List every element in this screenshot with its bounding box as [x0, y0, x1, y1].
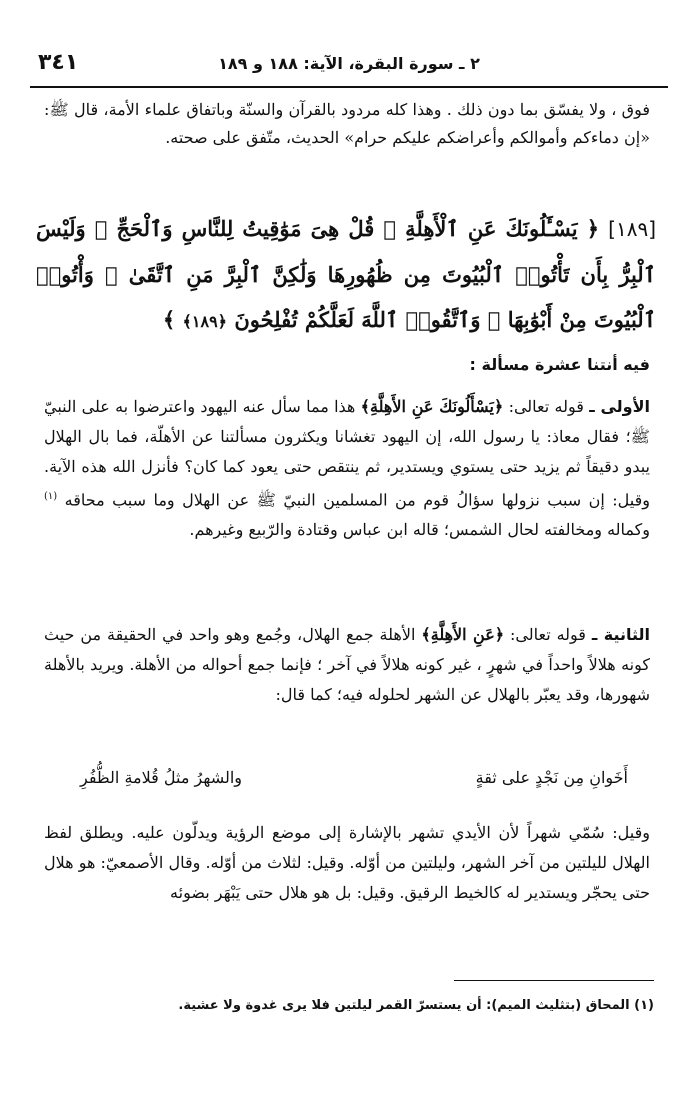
- running-title: ٢ ـ سورة البقرة، الآية: ١٨٨ و ١٨٩: [218, 54, 480, 73]
- poetry-verse: [80, 768, 628, 804]
- verse-close-mark: ﴾: [162, 307, 176, 332]
- intro-paragraph: فوق ، ولا يفسّق بما دون ذلك . وهذا كله مردود بالقرآن والسنّة وباتفاق علماء الأمة، قال ﷺ: «إن دماءكم وأموالكم وأعراضكم عليكم حرام» الحديث، متّفق على صحته.: [44, 100, 650, 147]
- second-issue-text-a: قوله تعالى:: [504, 625, 586, 644]
- ayah-end-marker: ﴿١٨٩﴾: [182, 312, 228, 331]
- footnote-reference[interactable]: (١): [44, 491, 58, 502]
- page-header: [30, 50, 668, 90]
- closing-paragraph: وقيل: سُمّي شهراً لأن الأيدي تشهر بالإشارة إلى موضع الرؤية ويدلّون عليه. ويطلق لفظ الهلال لليلتين من آخر الشهر، وليلتين من أوّله. وقيل: لثلاث من أوّله. وقال الأصمعيّ: هو هلال حتى يحجّر ويستدير له كالخيط الرقيق. وقيل: بل هو هلال حتى يَبْهَر بضوئه: [44, 823, 650, 902]
- verse-number: [١٨٩]: [608, 217, 657, 241]
- first-issue-paragraph: [44, 392, 650, 545]
- first-issue-text-c: وكماله ومخالفته لحال الشمس؛ قاله ابن عباس وقتادة والرّبيع وغيرهم.: [189, 520, 650, 540]
- second-hemistich: والشهرُ مثلُ قُلامةِ الظُّفُرِ: [80, 768, 243, 787]
- header-rule: [30, 86, 668, 88]
- first-issue-quote: ﴿يَسْأَلُونَكَ عَنِ الأَهِلَّةِ﴾: [360, 397, 504, 416]
- issues-intro: فيه أنتنا عشرة مسألة :: [469, 355, 650, 374]
- footnote-rule: [454, 980, 654, 981]
- second-issue-quote: ﴿عَنِ الأَهِلَّةِ﴾: [421, 625, 505, 644]
- quran-verse-block: [36, 206, 656, 344]
- first-issue-text-b: هذا مما سأل عنه اليهود واعترضوا به على النبيّ ﷺ؛ فقال معاذ: يا رسول الله، إن اليهود تغشانا ويكثرون مسألتنا عن الأهلّة، فما بال الهلال يبدو دقيقاً ثم يزيد حتى يستوي ويستدير، ثم ينتقص حتى يعود كما كان؟ فأنزل الله هذه الآية. وقيل: إن سبب نزولها سؤالُ قوم من المسلمين النبيّ ﷺ عن الهلال وما سبب محاقه: [44, 397, 650, 510]
- verse-text: يَسْـَٔلُونَكَ عَنِ ٱلْأَهِلَّةِ ۖ قُلْ هِىَ مَوَٰقِيتُ لِلنَّاسِ وَٱلْحَجِّ ۗ وَلَيْسَ ٱلْبِرُّ بِأَن تَأْتُوا۟ ٱلْبُيُوتَ مِن ظُهُورِهَا وَلَٰكِنَّ ٱلْبِرَّ مَنِ ٱتَّقَىٰ ۗ وَأْتُوا۟ ٱلْبُيُوتَ مِنْ أَبْوَٰبِهَا ۚ وَٱتَّقُوا۟ ٱللَّهَ لَعَلَّكُمْ تُفْلِحُونَ: [36, 216, 656, 332]
- first-hemistich: أَخَوانِ مِن نَجْدٍ على ثقةٍ: [475, 768, 628, 787]
- second-issue-text-b: الأهلة جمع الهلال، وجُمع وهو واحد في الحقيقة من حيث كونه هلالاً واحداً في شهرٍ ، غير كونه هلالاً في آخر ؛ فإنما جمع أحواله من الأهلة. ويريد بالأهلة شهورها، وقد يعبّر بالهلال عن الشهر لحلوله فيه؛ كما قال:: [44, 625, 650, 704]
- first-issue-text-a: قوله تعالى:: [503, 397, 584, 416]
- second-issue-paragraph: [44, 620, 650, 710]
- verse-open-mark: ﴿: [586, 216, 600, 241]
- page-number: ٣٤١: [38, 50, 79, 75]
- first-issue-lead: الأولى ـ: [589, 397, 651, 416]
- footnote: (١) المحاق (بتثليث الميم): أن يستسرّ القمر ليلتين فلا يرى غدوة ولا عشية.: [178, 998, 654, 1013]
- second-issue-lead: الثانية ـ: [591, 625, 651, 644]
